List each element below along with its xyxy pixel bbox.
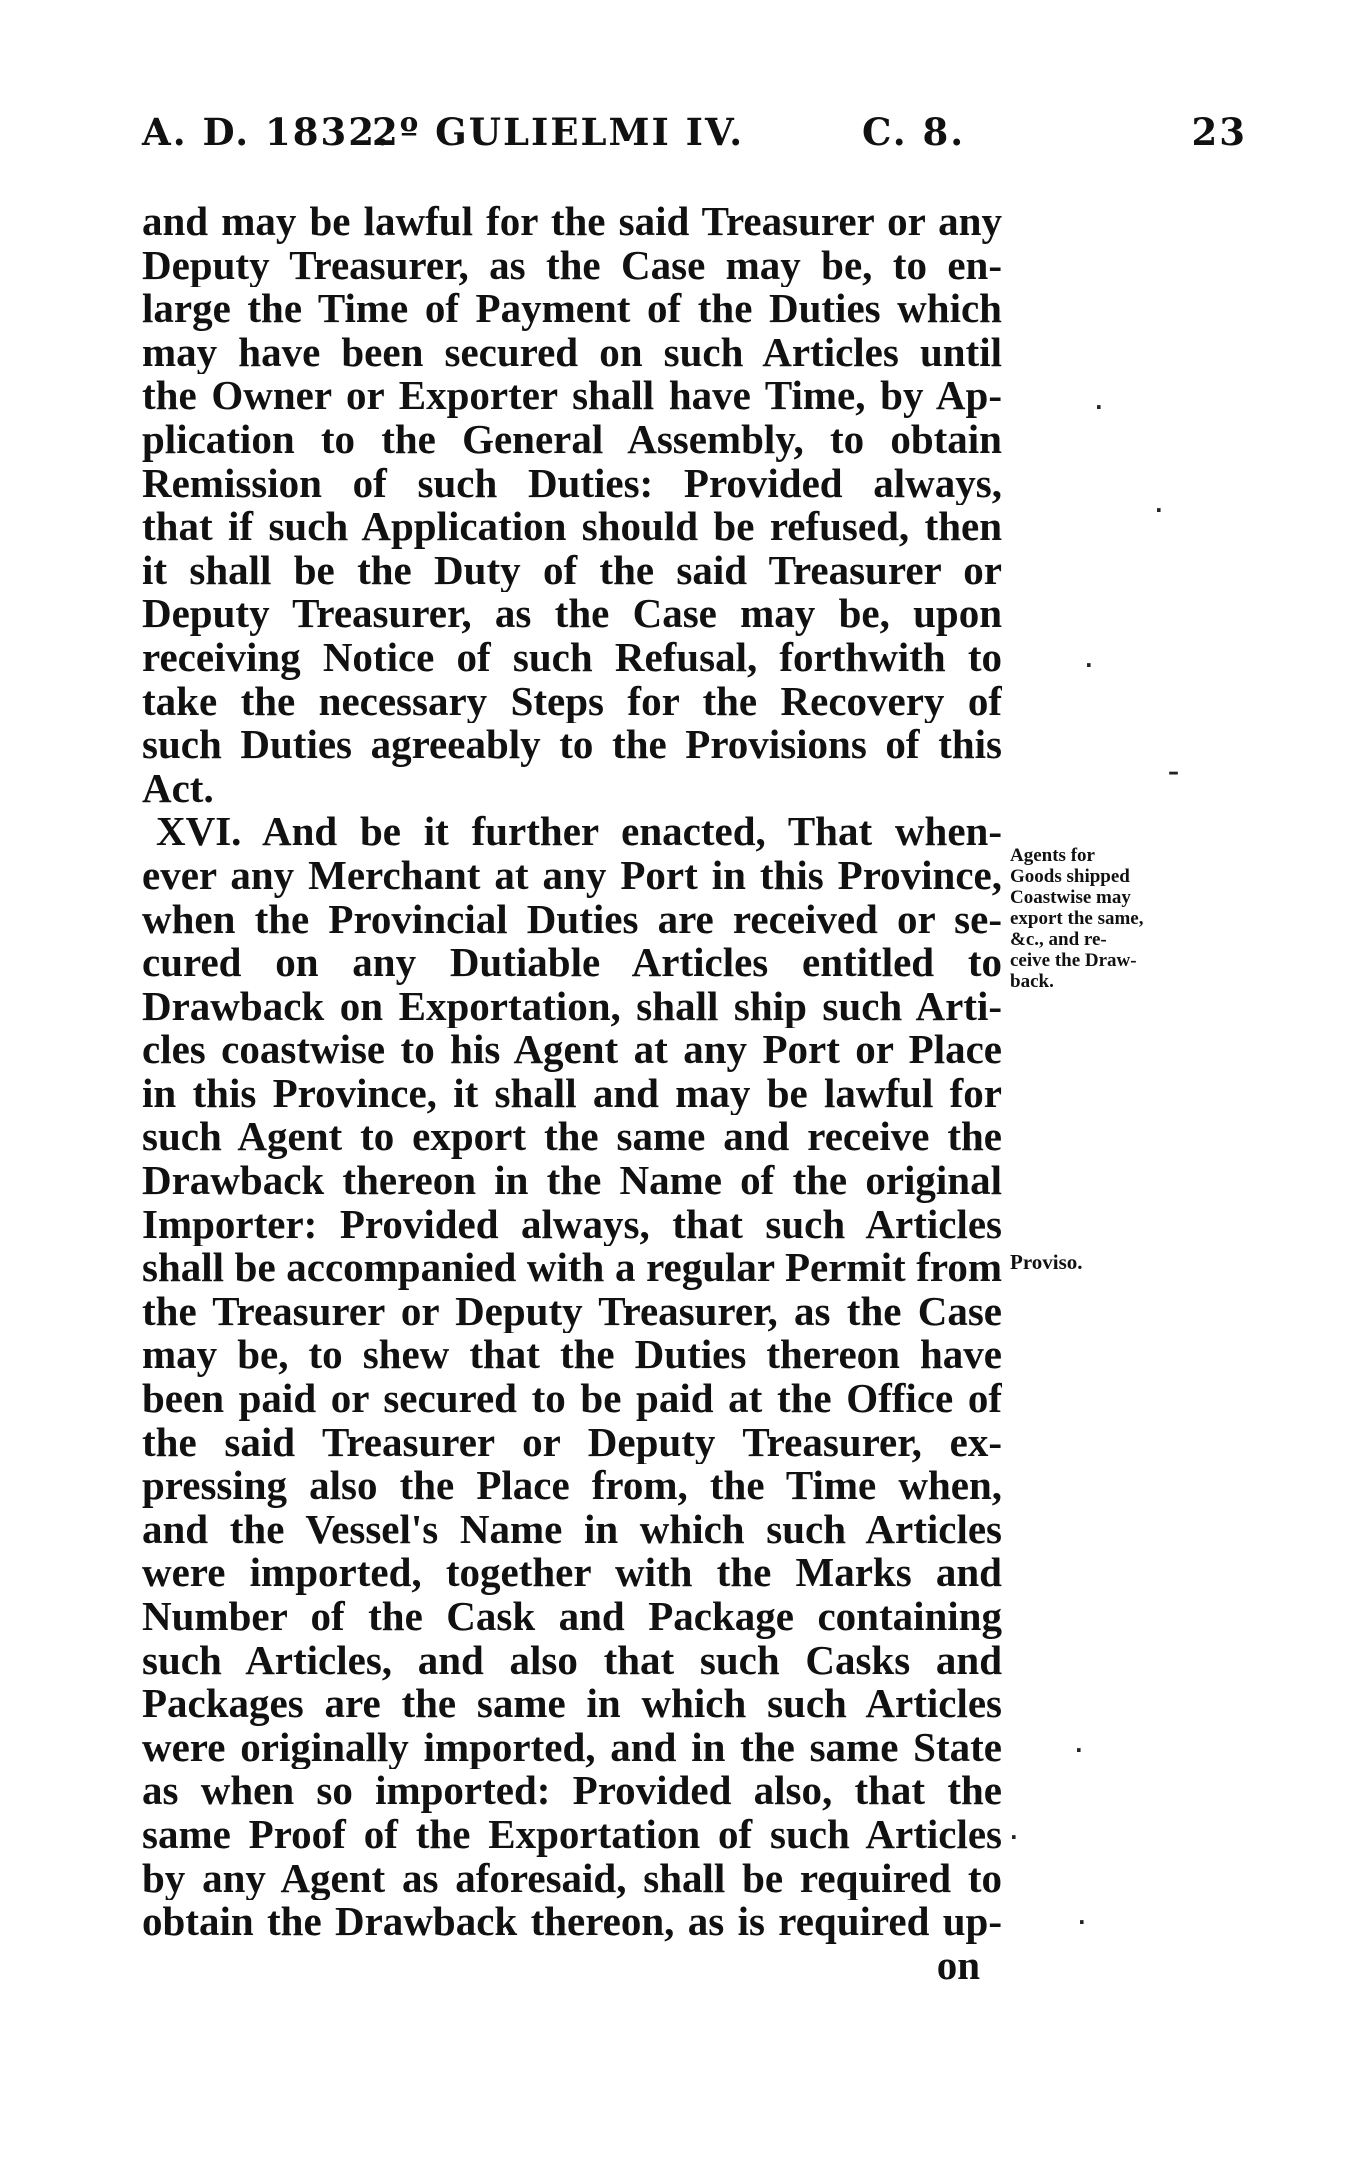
body-line: such Articles, and also that such Casks and — [142, 1638, 1002, 1683]
stray-mark: · — [1010, 1825, 1018, 1849]
header-chapter: C. 8. — [862, 110, 966, 154]
margin-note-line: back. — [1010, 971, 1054, 992]
running-header — [142, 110, 1247, 170]
body-line: that if such Application should be refused, then — [142, 505, 1002, 549]
body-line: Act. — [142, 766, 214, 811]
margin-note-line: ceive the Draw- — [1010, 950, 1137, 971]
body-line: when the Provincial Duties are received or se- — [142, 897, 1002, 942]
margin-note-line: Goods shipped — [1010, 866, 1130, 887]
body-line: large the Time of Payment of the Duties which — [142, 287, 1002, 331]
margin-note-line: Coastwise may — [1010, 887, 1131, 908]
stray-mark: – — [1168, 760, 1179, 785]
body-line: as when so imported: Provided also, that the — [142, 1769, 1002, 1813]
body-line: by any Agent as aforesaid, shall be required to — [142, 1856, 1002, 1901]
body-line: been paid or secured to be paid at the Office of — [142, 1377, 1002, 1421]
body-line: receiving Notice of such Refusal, forthwith to — [142, 635, 1002, 680]
margin-note-line: Agents for — [1010, 845, 1095, 866]
body-line: it shall be the Duty of the said Treasurer or — [142, 548, 1002, 593]
margin-note-line: &c., and re- — [1010, 929, 1107, 950]
body-line: and the Vessel's Name in which such Articles — [142, 1507, 1002, 1552]
header-title: 2º GULIELMI IV. — [372, 110, 745, 154]
body-line: Importer: Provided always, that such Articles — [142, 1202, 1002, 1247]
body-line: Deputy Treasurer, as the Case may be, upon — [142, 592, 1002, 636]
header-page-number: 23 — [1191, 110, 1247, 154]
catchword: on — [936, 1943, 980, 1988]
body-line: may have been secured on such Articles until — [142, 330, 1002, 375]
body-line: the Treasurer or Deputy Treasurer, as the Case — [142, 1289, 1002, 1334]
body-text — [142, 200, 1002, 1987]
body-line: cured on any Dutiable Articles entitled to — [142, 941, 1002, 985]
body-line: ever any Merchant at any Port in this Province, — [142, 853, 1002, 898]
body-line: the Owner or Exporter shall have Time, by Ap- — [142, 374, 1002, 418]
body-line: and may be lawful for the said Treasurer or any — [142, 200, 1002, 244]
body-line: same Proof of the Exportation of such Articles — [142, 1812, 1002, 1857]
body-line: take the necessary Steps for the Recovery of — [142, 679, 1002, 724]
margin-note-proviso: Proviso. — [1010, 1250, 1083, 1274]
stray-mark: · — [1095, 395, 1103, 419]
body-line: were imported, together with the Marks and — [142, 1551, 1002, 1595]
section-heading-line: XVI. And be it further enacted, That when- — [156, 810, 1002, 854]
body-line: such Duties agreeably to the Provisions of this — [142, 723, 1002, 767]
body-line: Deputy Treasurer, as the Case may be, to en- — [142, 243, 1002, 288]
header-year: A. D. 1832. — [142, 110, 391, 154]
stray-mark: · — [1078, 1910, 1086, 1934]
margin-note-agents — [1010, 845, 1200, 992]
body-line: shall be accompanied with a regular Permit from — [142, 1246, 1002, 1290]
body-line: Remission of such Duties: Provided always, — [142, 461, 1002, 506]
body-line: cles coastwise to his Agent at any Port or Place — [142, 1028, 1002, 1072]
body-line: such Agent to export the same and receive the — [142, 1115, 1002, 1160]
stray-mark: · — [1155, 498, 1163, 522]
body-line: in this Province, it shall and may be lawful for — [142, 1071, 1002, 1116]
body-line: Drawback on Exportation, shall ship such Arti- — [142, 984, 1002, 1029]
margin-note-line: export the same, — [1010, 908, 1144, 929]
body-line: Number of the Cask and Package containing — [142, 1595, 1002, 1639]
stray-mark: · — [1075, 1738, 1083, 1762]
body-line: may be, to shew that the Duties thereon have — [142, 1333, 1002, 1378]
body-line: Drawback thereon in the Name of the original — [142, 1159, 1002, 1203]
stray-mark: · — [1085, 653, 1093, 677]
body-line: were originally imported, and in the same State — [142, 1725, 1002, 1770]
body-line: obtain the Drawback thereon, as is required up- — [142, 1900, 1002, 1944]
body-line: Packages are the same in which such Articles — [142, 1682, 1002, 1726]
body-line: the said Treasurer or Deputy Treasurer, ex- — [142, 1420, 1002, 1465]
body-line: plication to the General Assembly, to obtain — [142, 417, 1002, 462]
body-line: pressing also the Place from, the Time when, — [142, 1464, 1002, 1508]
